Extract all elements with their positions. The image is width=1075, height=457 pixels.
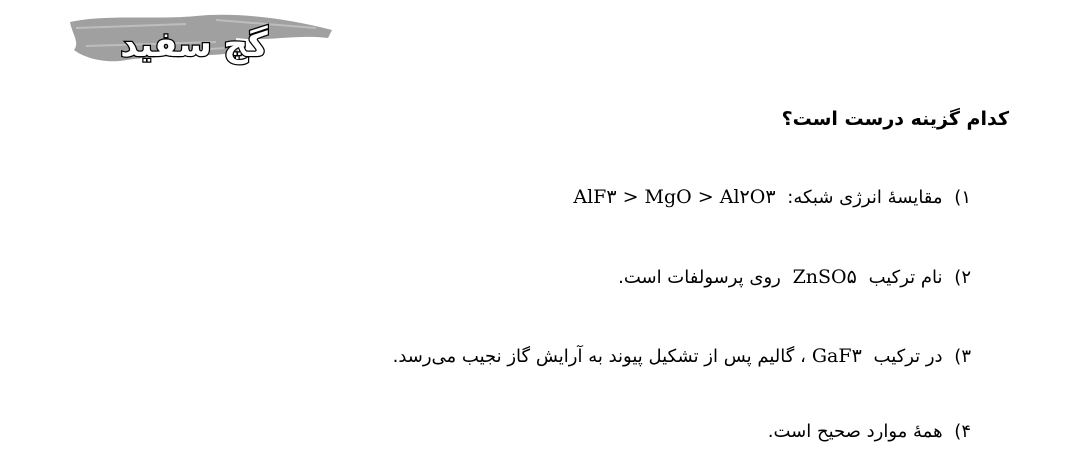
option-2 xyxy=(618,266,971,288)
option-number: ۱) xyxy=(954,187,971,208)
option-text-before: در ترکیب xyxy=(873,346,943,367)
option-number: ۳) xyxy=(954,346,971,367)
logo-text: گچ سفید xyxy=(120,25,268,65)
option-text-after: ، گالیم پس از تشکیل پیوند به آرایش گاز نجیب می‌رسد. xyxy=(392,346,806,367)
option-formula: GaF۳ xyxy=(811,345,862,367)
option-4 xyxy=(768,421,971,442)
option-text: همهٔ موارد صحیح است. xyxy=(767,421,943,442)
option-text-before: نام ترکیب xyxy=(868,267,943,288)
option-number: ۲) xyxy=(954,267,971,288)
option-number: ۴) xyxy=(954,421,971,442)
option-1 xyxy=(567,186,971,208)
question-title: کدام گزینه درست است؟ xyxy=(781,108,1009,130)
option-3 xyxy=(393,345,971,367)
option-formula: ZnSO۵ xyxy=(792,266,857,288)
option-text-after: روی پرسولفات است. xyxy=(618,267,781,288)
logo-banner xyxy=(66,8,336,78)
option-text: مقایسهٔ انرژی شبکه: xyxy=(787,187,943,208)
option-formula: AlF۳ > MgO > Al۲O۳ xyxy=(573,186,776,208)
